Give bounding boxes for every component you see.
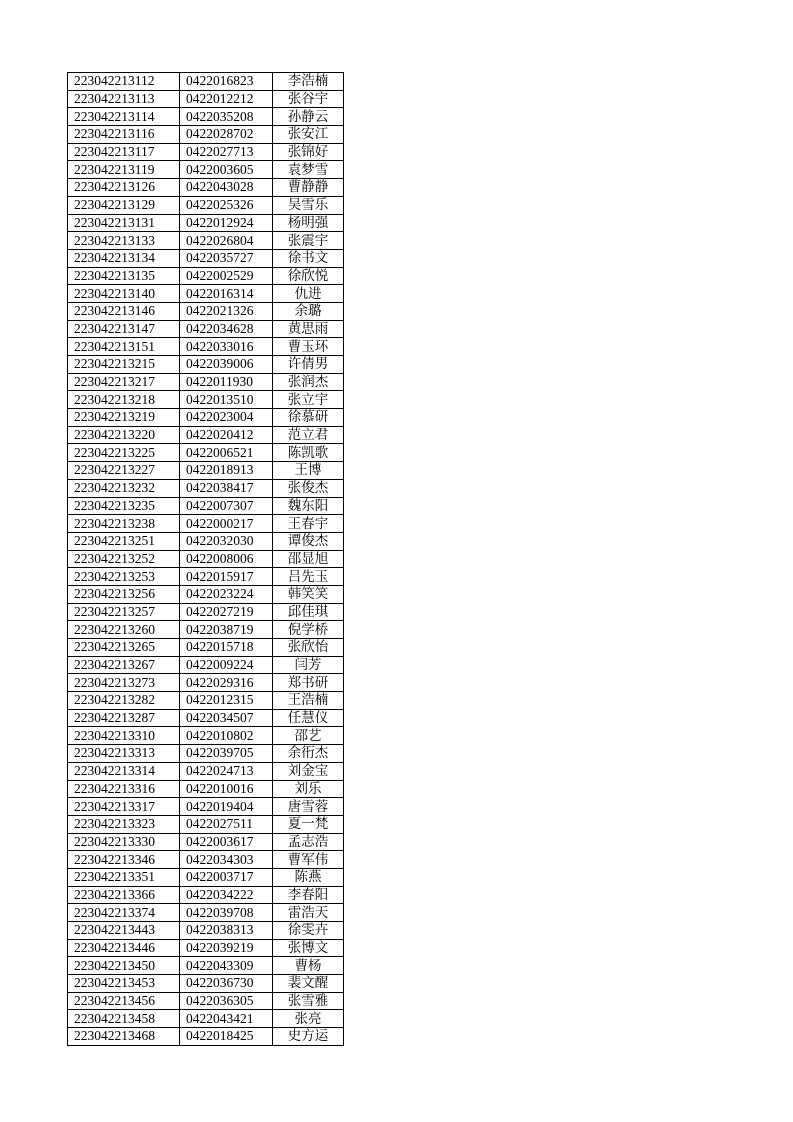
student-name-cell: 仇进 xyxy=(273,285,344,303)
table-row xyxy=(68,815,344,833)
student-id-cell: 223042213450 xyxy=(68,957,180,975)
student-name-cell: 倪学桥 xyxy=(273,621,344,639)
candidate-number-cell: 0422039708 xyxy=(180,904,273,922)
candidate-number-cell: 0422034303 xyxy=(180,851,273,869)
student-name-cell: 吴雪乐 xyxy=(273,196,344,214)
candidate-number-cell: 0422033016 xyxy=(180,338,273,356)
table-row xyxy=(68,267,344,285)
table-row xyxy=(68,868,344,886)
candidate-number-cell: 0422000217 xyxy=(180,515,273,533)
student-id-cell: 223042213330 xyxy=(68,833,180,851)
candidate-number-cell: 0422003717 xyxy=(180,868,273,886)
student-id-cell: 223042213366 xyxy=(68,886,180,904)
student-name-cell: 张博文 xyxy=(273,939,344,957)
student-name-cell: 郑书研 xyxy=(273,674,344,692)
student-name-cell: 张俊杰 xyxy=(273,479,344,497)
student-name-cell: 张震宇 xyxy=(273,232,344,250)
table-row xyxy=(68,73,344,91)
candidate-number-cell: 0422016823 xyxy=(180,73,273,91)
student-id-cell: 223042213232 xyxy=(68,479,180,497)
student-name-cell: 张谷宇 xyxy=(273,90,344,108)
student-name-cell: 任慧仪 xyxy=(273,709,344,727)
student-name-cell: 刘乐 xyxy=(273,780,344,798)
student-name-cell: 余衎杰 xyxy=(273,745,344,763)
candidate-number-cell: 0422012212 xyxy=(180,90,273,108)
student-id-cell: 223042213126 xyxy=(68,179,180,197)
student-name-cell: 王春宇 xyxy=(273,515,344,533)
student-id-cell: 223042213217 xyxy=(68,373,180,391)
table-row xyxy=(68,692,344,710)
student-id-cell: 223042213317 xyxy=(68,798,180,816)
candidate-number-cell: 0422015718 xyxy=(180,639,273,657)
student-id-cell: 223042213323 xyxy=(68,815,180,833)
student-name-cell: 夏一梵 xyxy=(273,815,344,833)
candidate-number-cell: 0422010016 xyxy=(180,780,273,798)
candidate-number-cell: 0422027511 xyxy=(180,815,273,833)
candidate-number-cell: 0422043028 xyxy=(180,179,273,197)
candidate-number-cell: 0422038417 xyxy=(180,479,273,497)
student-id-cell: 223042213253 xyxy=(68,568,180,586)
candidate-number-cell: 0422012315 xyxy=(180,692,273,710)
student-name-cell: 裴文醒 xyxy=(273,975,344,993)
student-name-cell: 徐欣悦 xyxy=(273,267,344,285)
table-row xyxy=(68,603,344,621)
table-row xyxy=(68,904,344,922)
table-row xyxy=(68,762,344,780)
table-row xyxy=(68,497,344,515)
student-name-cell: 孙静云 xyxy=(273,108,344,126)
table-row xyxy=(68,621,344,639)
table-row xyxy=(68,90,344,108)
roster-table-body xyxy=(68,73,344,1046)
student-id-cell: 223042213443 xyxy=(68,922,180,940)
candidate-number-cell: 0422029316 xyxy=(180,674,273,692)
student-id-cell: 223042213456 xyxy=(68,992,180,1010)
table-row xyxy=(68,674,344,692)
table-row xyxy=(68,302,344,320)
student-id-cell: 223042213227 xyxy=(68,462,180,480)
student-name-cell: 曹玉环 xyxy=(273,338,344,356)
table-row xyxy=(68,532,344,550)
table-row xyxy=(68,196,344,214)
student-name-cell: 韩笑笑 xyxy=(273,585,344,603)
candidate-number-cell: 0422024713 xyxy=(180,762,273,780)
student-id-cell: 223042213313 xyxy=(68,745,180,763)
table-row xyxy=(68,108,344,126)
candidate-number-cell: 0422012924 xyxy=(180,214,273,232)
student-name-cell: 王博 xyxy=(273,462,344,480)
candidate-number-cell: 0422021326 xyxy=(180,302,273,320)
student-id-cell: 223042213256 xyxy=(68,585,180,603)
student-name-cell: 张欣怡 xyxy=(273,639,344,657)
student-name-cell: 余璐 xyxy=(273,302,344,320)
student-name-cell: 闫芳 xyxy=(273,656,344,674)
candidate-number-cell: 0422019404 xyxy=(180,798,273,816)
table-row xyxy=(68,851,344,869)
candidate-number-cell: 0422039006 xyxy=(180,356,273,374)
roster-table xyxy=(67,72,344,1046)
student-id-cell: 223042213225 xyxy=(68,444,180,462)
student-name-cell: 黄思雨 xyxy=(273,320,344,338)
table-row xyxy=(68,285,344,303)
student-name-cell: 雷浩天 xyxy=(273,904,344,922)
table-row xyxy=(68,356,344,374)
student-id-cell: 223042213131 xyxy=(68,214,180,232)
student-id-cell: 223042213252 xyxy=(68,550,180,568)
candidate-number-cell: 0422008006 xyxy=(180,550,273,568)
student-id-cell: 223042213287 xyxy=(68,709,180,727)
student-name-cell: 曹静静 xyxy=(273,179,344,197)
candidate-number-cell: 0422043421 xyxy=(180,1010,273,1028)
student-id-cell: 223042213260 xyxy=(68,621,180,639)
candidate-number-cell: 0422018425 xyxy=(180,1028,273,1046)
candidate-number-cell: 0422023004 xyxy=(180,409,273,427)
student-id-cell: 223042213374 xyxy=(68,904,180,922)
student-id-cell: 223042213346 xyxy=(68,851,180,869)
table-row xyxy=(68,727,344,745)
student-id-cell: 223042213114 xyxy=(68,108,180,126)
student-name-cell: 杨明强 xyxy=(273,214,344,232)
candidate-number-cell: 0422018913 xyxy=(180,462,273,480)
student-id-cell: 223042213129 xyxy=(68,196,180,214)
table-row xyxy=(68,338,344,356)
student-name-cell: 唐雪蓉 xyxy=(273,798,344,816)
student-id-cell: 223042213113 xyxy=(68,90,180,108)
student-name-cell: 许倩男 xyxy=(273,356,344,374)
student-name-cell: 张润杰 xyxy=(273,373,344,391)
candidate-number-cell: 0422034628 xyxy=(180,320,273,338)
student-name-cell: 张雪雅 xyxy=(273,992,344,1010)
student-name-cell: 曹军伟 xyxy=(273,851,344,869)
student-name-cell: 陈燕 xyxy=(273,868,344,886)
candidate-number-cell: 0422013510 xyxy=(180,391,273,409)
candidate-number-cell: 0422009224 xyxy=(180,656,273,674)
candidate-number-cell: 0422027713 xyxy=(180,143,273,161)
table-row xyxy=(68,639,344,657)
table-row xyxy=(68,320,344,338)
student-id-cell: 223042213314 xyxy=(68,762,180,780)
table-row xyxy=(68,179,344,197)
student-name-cell: 李浩楠 xyxy=(273,73,344,91)
student-id-cell: 223042213310 xyxy=(68,727,180,745)
student-id-cell: 223042213446 xyxy=(68,939,180,957)
table-row xyxy=(68,780,344,798)
candidate-number-cell: 0422036305 xyxy=(180,992,273,1010)
candidate-number-cell: 0422003617 xyxy=(180,833,273,851)
table-row xyxy=(68,126,344,144)
student-id-cell: 223042213116 xyxy=(68,126,180,144)
table-row xyxy=(68,992,344,1010)
student-name-cell: 邵显旭 xyxy=(273,550,344,568)
student-id-cell: 223042213219 xyxy=(68,409,180,427)
student-name-cell: 史方运 xyxy=(273,1028,344,1046)
table-row xyxy=(68,409,344,427)
table-row xyxy=(68,886,344,904)
candidate-number-cell: 0422038313 xyxy=(180,922,273,940)
candidate-number-cell: 0422038719 xyxy=(180,621,273,639)
candidate-number-cell: 0422039705 xyxy=(180,745,273,763)
candidate-number-cell: 0422010802 xyxy=(180,727,273,745)
student-id-cell: 223042213135 xyxy=(68,267,180,285)
student-id-cell: 223042213220 xyxy=(68,426,180,444)
student-name-cell: 徐书文 xyxy=(273,249,344,267)
student-name-cell: 孟志浩 xyxy=(273,833,344,851)
student-id-cell: 223042213151 xyxy=(68,338,180,356)
student-id-cell: 223042213273 xyxy=(68,674,180,692)
roster-sheet xyxy=(67,72,344,1046)
student-id-cell: 223042213351 xyxy=(68,868,180,886)
candidate-number-cell: 0422036730 xyxy=(180,975,273,993)
student-name-cell: 吕先玉 xyxy=(273,568,344,586)
candidate-number-cell: 0422025326 xyxy=(180,196,273,214)
student-id-cell: 223042213251 xyxy=(68,532,180,550)
student-id-cell: 223042213146 xyxy=(68,302,180,320)
student-id-cell: 223042213140 xyxy=(68,285,180,303)
table-row xyxy=(68,833,344,851)
table-row xyxy=(68,214,344,232)
candidate-number-cell: 0422006521 xyxy=(180,444,273,462)
student-id-cell: 223042213458 xyxy=(68,1010,180,1028)
student-id-cell: 223042213453 xyxy=(68,975,180,993)
table-row xyxy=(68,709,344,727)
candidate-number-cell: 0422016314 xyxy=(180,285,273,303)
student-name-cell: 邵艺 xyxy=(273,727,344,745)
table-row xyxy=(68,232,344,250)
candidate-number-cell: 0422032030 xyxy=(180,532,273,550)
candidate-number-cell: 0422011930 xyxy=(180,373,273,391)
student-id-cell: 223042213133 xyxy=(68,232,180,250)
candidate-number-cell: 0422035727 xyxy=(180,249,273,267)
candidate-number-cell: 0422015917 xyxy=(180,568,273,586)
student-name-cell: 徐雯卉 xyxy=(273,922,344,940)
candidate-number-cell: 0422034222 xyxy=(180,886,273,904)
student-name-cell: 张亮 xyxy=(273,1010,344,1028)
table-row xyxy=(68,975,344,993)
table-row xyxy=(68,462,344,480)
table-row xyxy=(68,922,344,940)
student-name-cell: 王浩楠 xyxy=(273,692,344,710)
student-id-cell: 223042213235 xyxy=(68,497,180,515)
candidate-number-cell: 0422007307 xyxy=(180,497,273,515)
student-id-cell: 223042213215 xyxy=(68,356,180,374)
student-id-cell: 223042213468 xyxy=(68,1028,180,1046)
student-name-cell: 陈凯歌 xyxy=(273,444,344,462)
table-row xyxy=(68,249,344,267)
table-row xyxy=(68,391,344,409)
student-name-cell: 张锦好 xyxy=(273,143,344,161)
candidate-number-cell: 0422020412 xyxy=(180,426,273,444)
student-id-cell: 223042213257 xyxy=(68,603,180,621)
table-row xyxy=(68,1028,344,1046)
student-name-cell: 曹杨 xyxy=(273,957,344,975)
student-name-cell: 刘金宝 xyxy=(273,762,344,780)
student-id-cell: 223042213267 xyxy=(68,656,180,674)
table-row xyxy=(68,444,344,462)
student-id-cell: 223042213265 xyxy=(68,639,180,657)
candidate-number-cell: 0422034507 xyxy=(180,709,273,727)
table-row xyxy=(68,656,344,674)
candidate-number-cell: 0422003605 xyxy=(180,161,273,179)
table-row xyxy=(68,745,344,763)
student-id-cell: 223042213119 xyxy=(68,161,180,179)
student-name-cell: 邱佳琪 xyxy=(273,603,344,621)
candidate-number-cell: 0422035208 xyxy=(180,108,273,126)
student-id-cell: 223042213147 xyxy=(68,320,180,338)
table-row xyxy=(68,426,344,444)
student-id-cell: 223042213316 xyxy=(68,780,180,798)
candidate-number-cell: 0422026804 xyxy=(180,232,273,250)
table-row xyxy=(68,939,344,957)
student-id-cell: 223042213134 xyxy=(68,249,180,267)
table-row xyxy=(68,515,344,533)
student-name-cell: 李春阳 xyxy=(273,886,344,904)
table-row xyxy=(68,798,344,816)
student-name-cell: 范立君 xyxy=(273,426,344,444)
table-row xyxy=(68,1010,344,1028)
student-id-cell: 223042213218 xyxy=(68,391,180,409)
student-id-cell: 223042213282 xyxy=(68,692,180,710)
table-row xyxy=(68,550,344,568)
student-name-cell: 徐慕研 xyxy=(273,409,344,427)
student-id-cell: 223042213112 xyxy=(68,73,180,91)
student-name-cell: 魏东阳 xyxy=(273,497,344,515)
candidate-number-cell: 0422002529 xyxy=(180,267,273,285)
student-name-cell: 谭俊杰 xyxy=(273,532,344,550)
student-name-cell: 张安江 xyxy=(273,126,344,144)
table-row xyxy=(68,957,344,975)
candidate-number-cell: 0422043309 xyxy=(180,957,273,975)
candidate-number-cell: 0422028702 xyxy=(180,126,273,144)
student-id-cell: 223042213238 xyxy=(68,515,180,533)
table-row xyxy=(68,143,344,161)
student-name-cell: 袁梦雪 xyxy=(273,161,344,179)
candidate-number-cell: 0422039219 xyxy=(180,939,273,957)
table-row xyxy=(68,161,344,179)
table-row xyxy=(68,585,344,603)
candidate-number-cell: 0422023224 xyxy=(180,585,273,603)
table-row xyxy=(68,479,344,497)
table-row xyxy=(68,373,344,391)
table-row xyxy=(68,568,344,586)
candidate-number-cell: 0422027219 xyxy=(180,603,273,621)
student-id-cell: 223042213117 xyxy=(68,143,180,161)
student-name-cell: 张立宇 xyxy=(273,391,344,409)
